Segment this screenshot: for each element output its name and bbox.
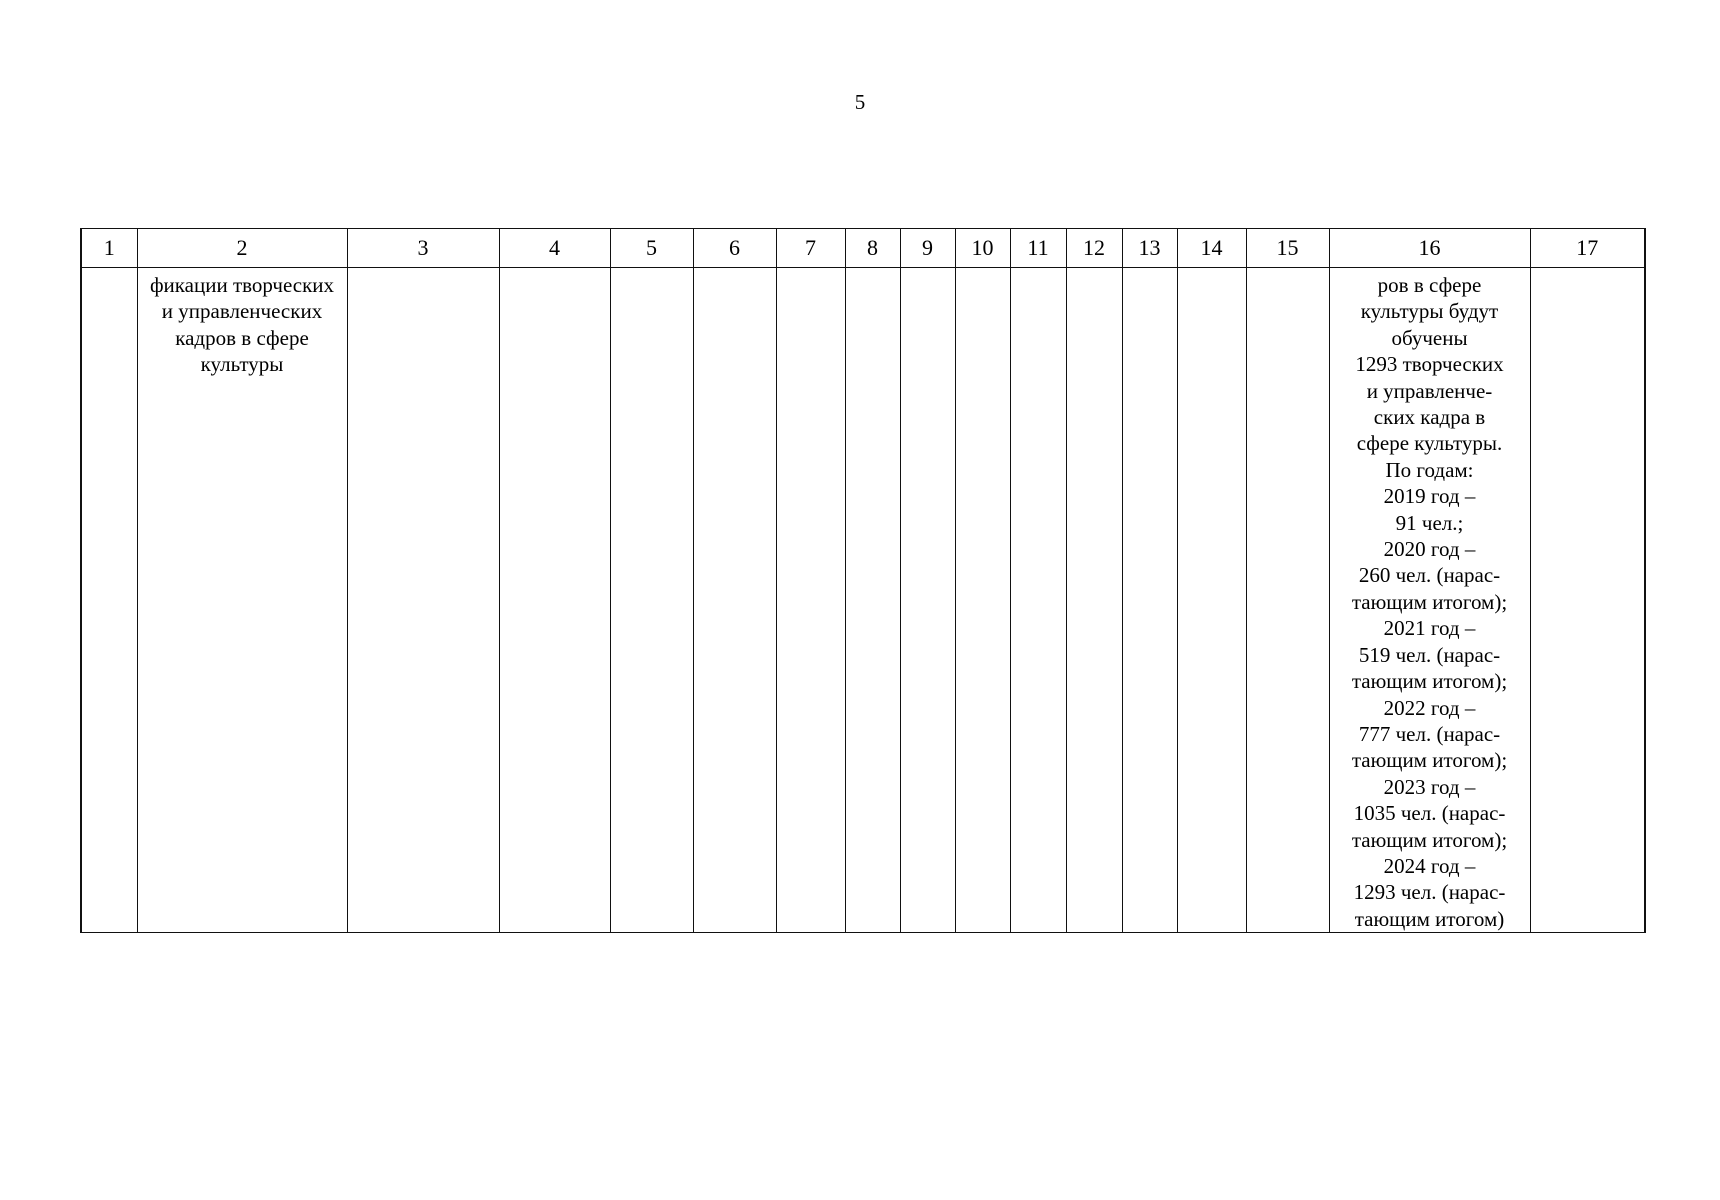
- table-row: [81, 268, 1645, 933]
- table-cell: [137, 268, 347, 933]
- column-header: 17: [1530, 229, 1645, 268]
- column-header: 3: [347, 229, 499, 268]
- column-header: 6: [693, 229, 776, 268]
- column-header: 9: [900, 229, 955, 268]
- table-cell: [900, 268, 955, 933]
- column-header: 15: [1246, 229, 1329, 268]
- table-cell: [1122, 268, 1177, 933]
- table-cell: [845, 268, 900, 933]
- column-header: 2: [137, 229, 347, 268]
- table-cell: [347, 268, 499, 933]
- table-header-row: [81, 229, 1645, 268]
- column-header: 14: [1177, 229, 1246, 268]
- column-header: 7: [776, 229, 845, 268]
- table-cell: [1010, 268, 1066, 933]
- column-header: 4: [499, 229, 610, 268]
- page-number: 5: [854, 90, 866, 114]
- table-cell: [81, 268, 137, 933]
- table-cell: [693, 268, 776, 933]
- table-cell: [610, 268, 693, 933]
- column-header: 5: [610, 229, 693, 268]
- column-header: 10: [955, 229, 1010, 268]
- table-cell: [1246, 268, 1329, 933]
- table-cell: [1329, 268, 1530, 933]
- table-cell: [1177, 268, 1246, 933]
- data-table: [80, 228, 1646, 933]
- table-cell: [1066, 268, 1122, 933]
- table-cell: [955, 268, 1010, 933]
- column-header: 13: [1122, 229, 1177, 268]
- column-header: 8: [845, 229, 900, 268]
- table-cell: [1530, 268, 1645, 933]
- table-cell: [499, 268, 610, 933]
- column-header: 1: [81, 229, 137, 268]
- table-cell: [776, 268, 845, 933]
- column-header: 16: [1329, 229, 1530, 268]
- column-header: 12: [1066, 229, 1122, 268]
- column-header: 11: [1010, 229, 1066, 268]
- cell-text: ров в сфере культуры будут обучены 1293 творческих и управленче- ских кадра в сфере культуры. По годам: 2019 год – 91 чел.; 2020 год – 260 чел. (нарас- тающим итогом); 2021 год – 519 чел. (нарас- тающим итогом); 2022 год – 777 чел. (нарас- тающим итогом); 2023 год – 1035 чел. (нарас- тающим итогом); 2024 год – 1293 чел. (нарас- тающим итогом): [1351, 273, 1508, 931]
- cell-text: фикации творческих и управленческих кадров в сфере культуры: [149, 273, 335, 377]
